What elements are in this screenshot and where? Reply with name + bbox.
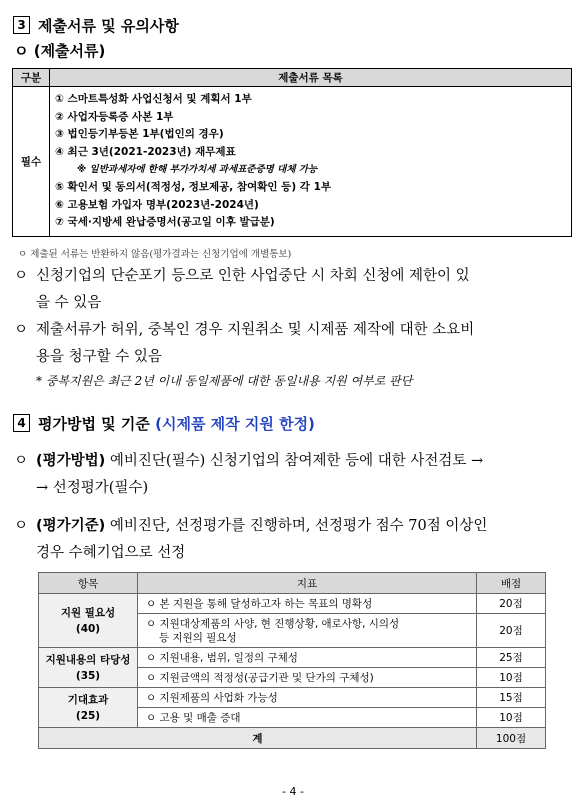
docs-header-list: 제출서류 목록 [50, 69, 572, 87]
eval-points: 15점 [477, 688, 546, 708]
docs-footnote: ㅇ 제출된 서류는 반환하지 않음(평가결과는 신청기업에 개별통보) [18, 249, 292, 260]
eval-total-points: 100점 [477, 728, 546, 749]
bullet: ㅇ [14, 322, 29, 338]
eval-category: 기대효과 (25) [39, 688, 138, 728]
section-number: 4 [13, 414, 30, 432]
docs-subheading: ㅇ (제출서류) [14, 42, 106, 60]
bullet: ㅇ [14, 518, 29, 534]
section-title-qualifier: (시제품 제작 지원 한정) [155, 415, 315, 433]
eval-criteria [14, 513, 579, 567]
eval-points: 25점 [477, 648, 546, 668]
docs-item: ① 스마트특성화 사업신청서 및 계획서 1부 [55, 93, 252, 105]
eval-header-points: 배점 [477, 573, 546, 594]
table-row [39, 594, 546, 614]
table-row-total [39, 728, 546, 749]
eval-category: 지원 필요성 (40) [39, 594, 138, 648]
notice-2-note: * 중복지원은 최근 2년 이내 동일제품에 대한 동일내용 지원 여부로 판단 [36, 374, 413, 388]
eval-indicator: ㅇ 고용 및 매출 증대 [138, 708, 477, 728]
eval-points: 10점 [477, 668, 546, 688]
page-number: - 4 - [282, 785, 304, 798]
eval-indicator: ㅇ 지원금액의 적정성(공급기관 및 단가의 구체성) [138, 668, 477, 688]
notice-1-line1: 신청기업의 단순포기 등으로 인한 사업중단 시 차회 신청에 제한이 있 [36, 268, 470, 284]
eval-header-item: 항목 [39, 573, 138, 594]
eval-category: 지원내용의 타당성 (35) [39, 648, 138, 688]
eval-points: 10점 [477, 708, 546, 728]
notice-2-line2: 용을 청구할 수 있음 [36, 349, 162, 365]
notice-1-line2: 을 수 있음 [36, 295, 102, 311]
section-title: 제출서류 및 유의사항 [38, 17, 179, 35]
notice-2-line1: 제출서류가 허위, 중복인 경우 지원취소 및 시제품 제작에 대한 소요비 [36, 322, 475, 338]
notice-2 [14, 317, 579, 371]
table-row [39, 688, 546, 708]
bullet: ㅇ [14, 268, 29, 284]
eval-table [38, 572, 546, 749]
eval-indicator: ㅇ 지원대상제품의 사양, 현 진행상황, 애로사항, 시의성 등 지원의 필요성 [138, 614, 477, 648]
criteria-line2: 경우 수혜기업으로 선정 [36, 545, 186, 561]
docs-item: ⑦ 국세·지방세 완납증명서(공고일 이후 발급분) [55, 216, 275, 229]
notice-1 [14, 263, 579, 317]
method-line1: 예비진단(필수) 신청기업의 참여제한 등에 대한 사전검토 → [109, 453, 484, 469]
method-label: (평가방법) [36, 453, 106, 469]
docs-header-category: 구분 [13, 69, 50, 87]
bullet: ㅇ [14, 453, 29, 469]
eval-indicator: ㅇ 지원내용, 범위, 일정의 구체성 [138, 648, 477, 668]
section-4-heading [13, 413, 315, 434]
section-3-heading [13, 15, 179, 36]
docs-item-note: ※ 일반과세자에 한해 부가가치세 과세표준증명 대체 가능 [77, 164, 318, 176]
eval-points: 20점 [477, 614, 546, 648]
docs-category-required: 필수 [13, 87, 50, 237]
docs-item: ② 사업자등록증 사본 1부 [55, 110, 174, 123]
docs-list [51, 88, 570, 235]
method-line2: → 선정평가(필수) [36, 480, 149, 496]
criteria-line1: 예비진단, 선정평가를 진행하며, 선정평가 점수 70점 이상인 [109, 518, 488, 534]
table-row [39, 648, 546, 668]
docs-item: ⑤ 확인서 및 동의서(적정성, 정보제공, 참여확인 등) 각 1부 [55, 180, 332, 193]
eval-total-label: 계 [39, 728, 477, 749]
docs-item: ④ 최근 3년(2021-2023년) 재무제표 [55, 145, 236, 158]
eval-points: 20점 [477, 594, 546, 614]
docs-item: ⑥ 고용보험 가입자 명부(2023년-2024년) [55, 198, 259, 211]
docs-item: ③ 법인등기부등본 1부(법인의 경우) [55, 128, 224, 141]
docs-table [12, 68, 572, 237]
eval-header-indicator: 지표 [138, 573, 477, 594]
criteria-label: (평가기준) [36, 518, 106, 534]
section-title: 평가방법 및 기준 [38, 415, 150, 433]
eval-indicator: ㅇ 지원제품의 사업화 가능성 [138, 688, 477, 708]
eval-method [14, 448, 579, 502]
section-number: 3 [13, 16, 30, 34]
eval-indicator: ㅇ 본 지원을 통해 달성하고자 하는 목표의 명확성 [138, 594, 477, 614]
